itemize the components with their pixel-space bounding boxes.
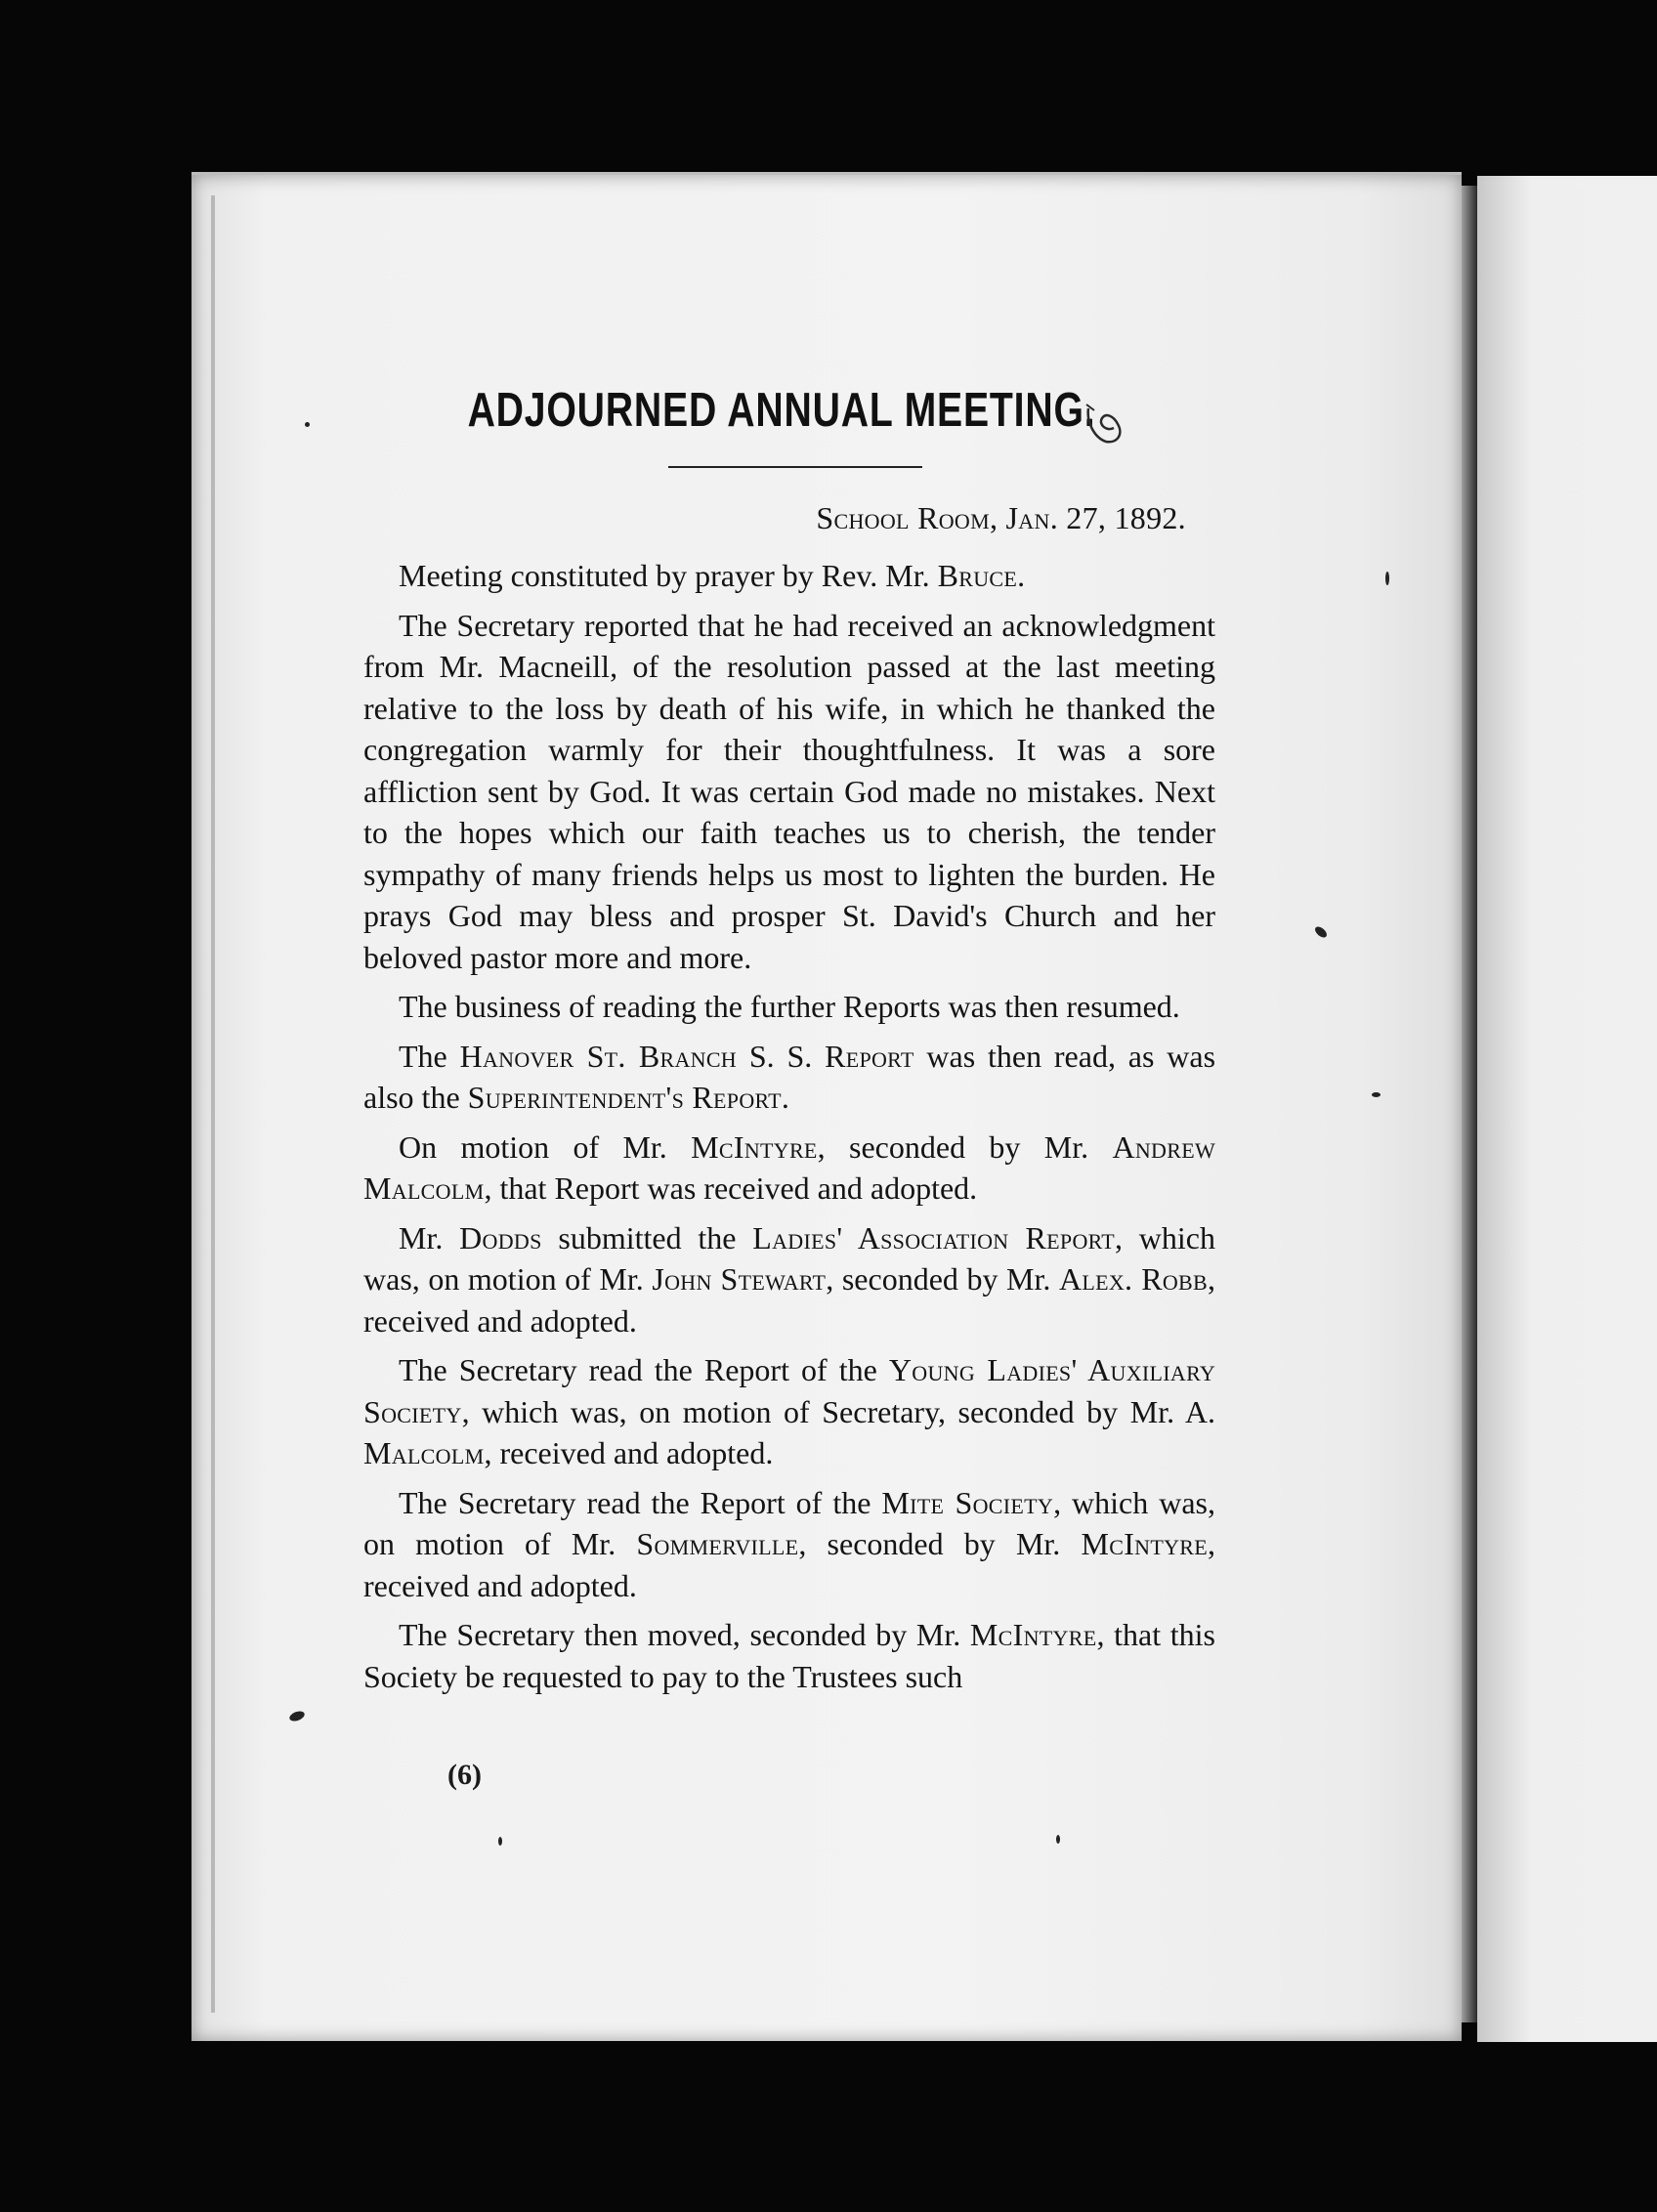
text-run: The Secretary reported that he had received an acknowledgment from Mr. Macneill, of the resolution passed at the last meeting relative to the loss by death of his wife, in which he thanked the congregation warmly for their thoughtfulness. It was a sore affliction sent by God. It was certain God made no mistakes. Next to the hopes which our faith teaches us to cherish, the tender sympathy of many friends helps us most to lighten the burden. He prays God may bless and prosper St. David's Church and her beloved pastor more and more. [363,607,1215,975]
text-run: . [1017,558,1026,593]
text-run: , received and adopted. [363,1261,1216,1339]
text-run: , that Report was received and adopted. [484,1170,978,1206]
scan-speck [305,422,310,427]
text-run: , which was, on motion of Secretary, seconded by Mr. A. [461,1393,1215,1429]
text-run: The business of reading the further Reports was then resumed. [399,989,1180,1024]
text-run: Mr. [399,1219,460,1255]
small-caps-run: Mite Society [881,1484,1054,1520]
text-run: . [781,1080,789,1115]
text-run: , seconded by Mr. [817,1128,1113,1165]
facing-page-edge [1477,176,1657,2042]
paragraph [363,1217,1215,1342]
small-caps-run: Malcolm [363,1435,485,1470]
small-caps-run: Andrew Malcolm [363,1128,1216,1206]
small-caps-run: Ladies' Association Report [752,1219,1116,1255]
paragraph [363,555,1215,597]
page-left-border [211,195,215,2013]
paragraph [363,1482,1215,1607]
text-run: S. S. [737,1038,826,1074]
scan-speck [1385,572,1389,585]
small-caps-run: Bruce [937,558,1018,593]
small-caps-run: Dodds [459,1219,542,1255]
text-run: , seconded by Mr. [798,1526,1082,1561]
small-caps-run: Hanover St. Branch [459,1038,737,1074]
paragraph [363,605,1215,979]
paragraph [363,1036,1215,1119]
page-heading: ADJOURNED ANNUAL MEETING. [467,384,1096,437]
text-run: , seconded by Mr. [826,1261,1059,1297]
small-caps-run: McIntyre [969,1617,1097,1652]
scan-speck [1372,1092,1381,1097]
text-run: was then read, as was also the [363,1038,1216,1115]
paragraph [363,1127,1215,1210]
small-caps-run: Report [825,1038,914,1074]
small-caps-run: Young Ladies' Auxiliary Society [363,1352,1216,1429]
text-run: , which was, on motion of Mr. [363,1484,1215,1561]
text-run: The [399,1038,460,1074]
text-run: The Secretary then moved, seconded by Mr. [399,1617,970,1652]
paragraph [363,986,1215,1028]
pencil-annotation-icon [1084,399,1126,447]
text-run: , received and adopted. [484,1435,774,1470]
dateline: School Room, Jan. 27, 1892. [816,500,1186,535]
small-caps-run: McIntyre [1081,1526,1208,1561]
scan-speck [1056,1835,1060,1844]
paragraph [363,1614,1215,1697]
small-caps-run: John Stewart [652,1261,827,1297]
text-run: The Secretary read the Report of the [399,1352,889,1387]
text-run: , received and adopted. [363,1526,1215,1603]
heading-rule [668,466,922,468]
text-run: , that this Society be requested to pay to the Trustees such [363,1617,1216,1694]
page-number: (6) [447,1759,482,1791]
small-caps-run: McIntyre [691,1128,818,1165]
text-run: The Secretary read the Report of the [399,1484,882,1520]
small-caps-run: Alex. Robb [1058,1261,1209,1297]
text-run: submitted the [541,1219,753,1255]
text-run: On motion of Mr. [399,1128,692,1165]
body-text [363,555,1215,1705]
text-run: , which was, on motion of Mr. [363,1219,1216,1297]
small-caps-run: Superintendent's Report [467,1080,782,1115]
text-run: Meeting constituted by prayer by Rev. Mr. [399,558,938,593]
scan-speck [498,1837,502,1846]
small-caps-run: Sommerville [636,1526,799,1561]
paragraph [363,1349,1215,1474]
